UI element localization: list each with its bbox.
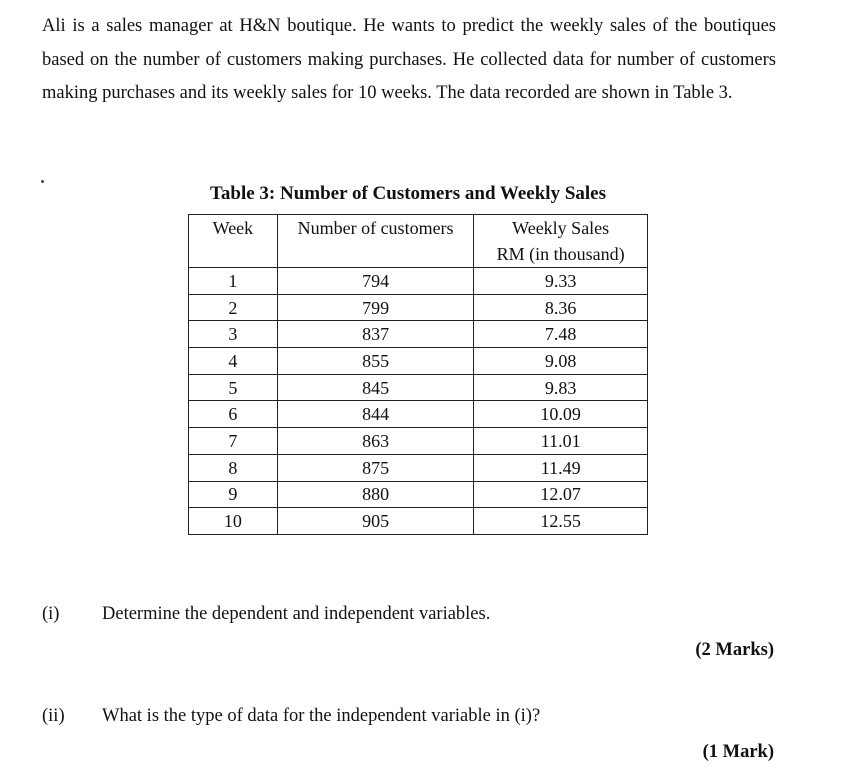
intro-paragraph: Ali is a sales manager at H&N boutique. He wants to predict the weekly sales of the boutiques based on the number of customers making purchases. He collected data for number of customers making purchases and its weekly sales for 10 weeks. The data recorded are shown in Table 3. [42,16,776,103]
header-sales-line2: RM (in thousand) [496,244,625,264]
question-text: Determine the dependent and independent variables. [102,604,491,624]
question-number: (i) [42,604,60,624]
cell-week: 7 [189,428,278,455]
cell-sales: 9.08 [474,348,648,375]
table-row [189,348,648,375]
question-number: (ii) [42,706,65,726]
cell-customers: 905 [277,508,474,535]
cell-week: 10 [189,508,278,535]
header-weekly-sales [474,215,648,268]
cell-customers: 844 [277,401,474,428]
cell-week: 4 [189,348,278,375]
table-row [189,428,648,455]
cell-customers: 794 [277,268,474,295]
sales-table [188,214,648,535]
cell-week: 3 [189,321,278,348]
stray-dot-mark [41,180,44,183]
header-week: Week [189,215,278,268]
cell-customers: 855 [277,348,474,375]
question-i-marks: (2 Marks) [695,640,774,660]
question-ii-marks: (1 Mark) [702,742,774,762]
cell-customers: 875 [277,454,474,481]
table-header-row [189,215,648,268]
header-customers: Number of customers [277,215,474,268]
table-row [189,454,648,481]
cell-customers: 837 [277,321,474,348]
cell-sales: 9.33 [474,268,648,295]
header-sales-line1: Weekly Sales [512,218,610,238]
cell-week: 8 [189,454,278,481]
cell-week: 9 [189,481,278,508]
question-text: What is the type of data for the independent variable in (i)? [102,706,541,726]
cell-sales: 12.55 [474,508,648,535]
cell-week: 5 [189,374,278,401]
cell-sales: 8.36 [474,294,648,321]
table-row [189,508,648,535]
cell-week: 1 [189,268,278,295]
cell-week: 2 [189,294,278,321]
cell-customers: 863 [277,428,474,455]
cell-customers: 880 [277,481,474,508]
table-row [189,401,648,428]
table-caption: Table 3: Number of Customers and Weekly Sales [209,183,607,204]
cell-customers: 799 [277,294,474,321]
table-row [189,268,648,295]
table-row [189,481,648,508]
table-row [189,294,648,321]
cell-sales: 12.07 [474,481,648,508]
cell-sales: 11.49 [474,454,648,481]
table-row [189,374,648,401]
table-row [189,321,648,348]
cell-week: 6 [189,401,278,428]
cell-customers: 845 [277,374,474,401]
cell-sales: 9.83 [474,374,648,401]
cell-sales: 11.01 [474,428,648,455]
cell-sales: 7.48 [474,321,648,348]
cell-sales: 10.09 [474,401,648,428]
